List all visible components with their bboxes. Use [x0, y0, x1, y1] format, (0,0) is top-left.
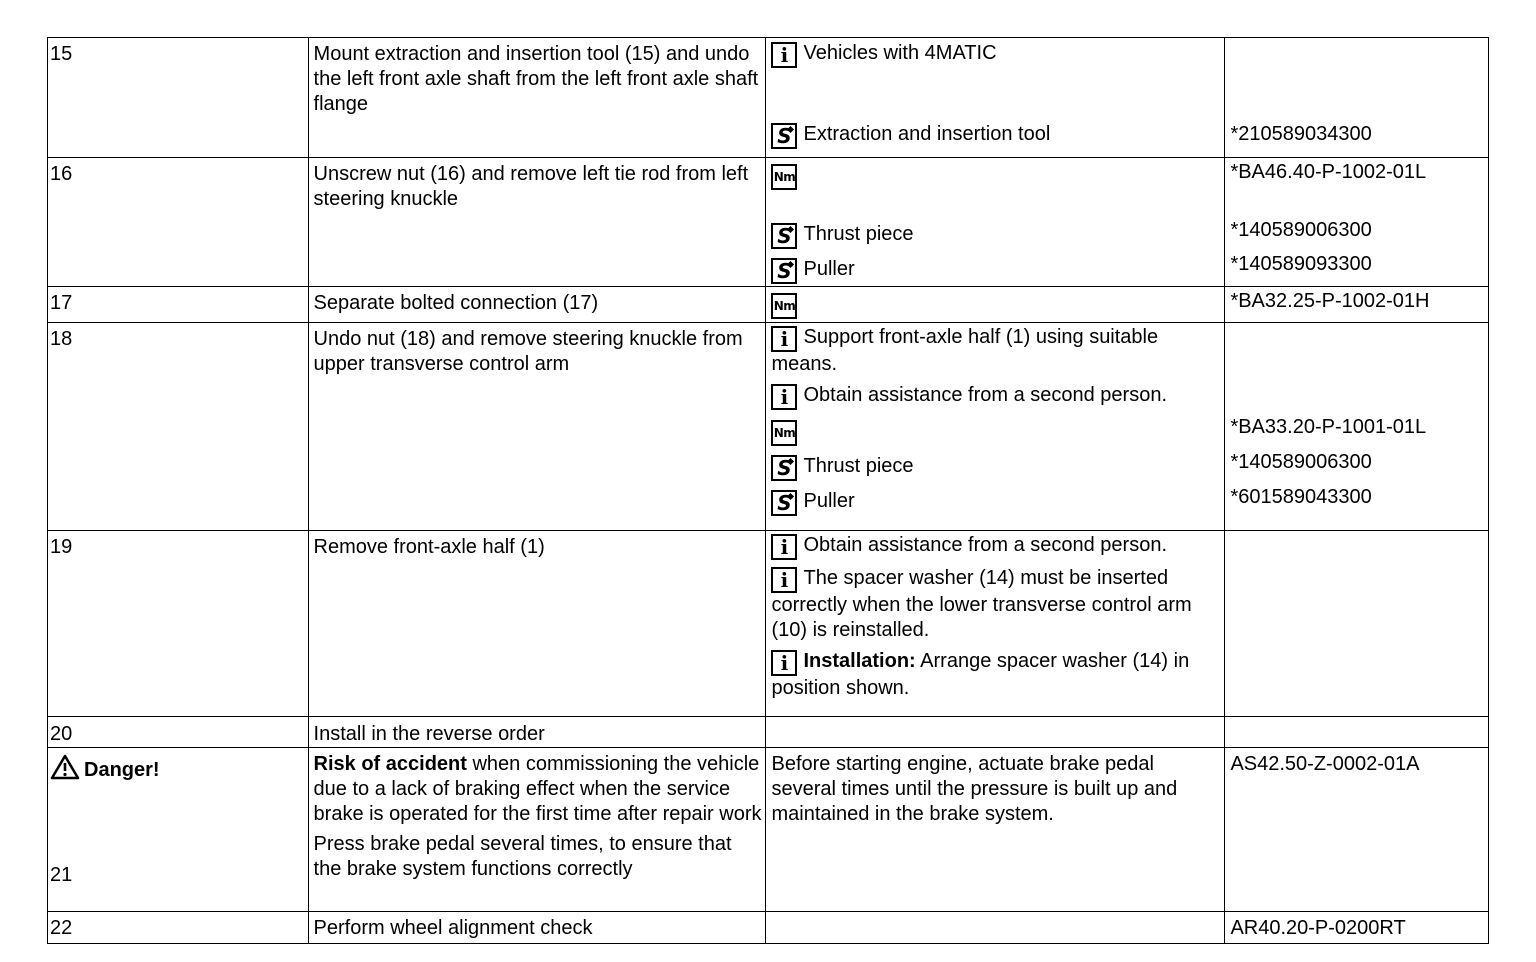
- table-row-18: [48, 323, 1489, 531]
- notes-cell: [766, 323, 1225, 531]
- reference-cell: [1225, 717, 1489, 748]
- step-cell: [48, 38, 309, 158]
- table-row-19: [48, 531, 1489, 717]
- note-text: Thrust piece: [803, 455, 914, 477]
- torque-nm-icon: Nm: [771, 293, 797, 319]
- notes-cell: [766, 912, 1225, 944]
- note-text: Support front-axle half (1) using suitable means.: [771, 326, 1159, 375]
- procedure-table: [47, 37, 1489, 944]
- info-icon: [771, 42, 797, 68]
- step-cell: [48, 531, 309, 717]
- step-cell: [48, 717, 309, 748]
- notes-cell: [766, 158, 1225, 287]
- step-cell: [48, 287, 309, 323]
- note-text: Puller: [803, 490, 855, 512]
- note-text: Obtain assistance from a second person.: [803, 534, 1168, 556]
- note-text: Vehicles with 4MATIC: [803, 42, 997, 64]
- note-line: [766, 38, 1224, 68]
- risk-description: [309, 748, 766, 827]
- note-text: Obtain assistance from a second person.: [803, 384, 1168, 406]
- special-tool-icon: [771, 490, 797, 516]
- step-number: 16: [50, 163, 73, 185]
- notes-cell: [766, 748, 1225, 912]
- installation-label: Installation:: [803, 650, 916, 672]
- note-line: [766, 381, 1224, 410]
- note-line: [766, 287, 1224, 319]
- note-line: [766, 564, 1224, 643]
- step-cell: [48, 748, 309, 912]
- reference-link[interactable]: *210589034300: [1230, 123, 1372, 145]
- step-description: Separate bolted connection (17): [313, 292, 599, 314]
- risk-text: when commissioning the vehicle due to a lack of braking effect when the service brake is operated for the first time after repair work: [313, 753, 762, 825]
- table-row-15: [48, 38, 1489, 158]
- description-cell: [308, 158, 766, 287]
- step-number: 18: [50, 328, 73, 350]
- reference-cell: [1225, 158, 1489, 287]
- note-text: Arrange spacer washer (14) in position shown.: [771, 650, 1190, 699]
- step-description: Unscrew nut (16) and remove left tie rod from left steering knuckle: [313, 163, 749, 210]
- reference-cell: [1225, 912, 1489, 944]
- note-line: [766, 414, 1224, 446]
- special-tool-icon: [771, 123, 797, 149]
- step-description: Mount extraction and insertion tool (15) and undo the left front axle shaft from the left front axle shaft flange: [313, 43, 759, 115]
- reference-link[interactable]: *BA33.20-P-1001-01L: [1230, 416, 1427, 438]
- step-description: Install in the reverse order: [313, 723, 545, 745]
- note-text: Thrust piece: [803, 223, 914, 245]
- note-text: Puller: [803, 258, 855, 280]
- warning-triangle-icon: [50, 754, 80, 780]
- info-icon: [771, 384, 797, 410]
- note-line: [766, 647, 1224, 701]
- table-row-16: [48, 158, 1489, 287]
- description-cell: [308, 748, 766, 912]
- reference-cell: [1225, 748, 1489, 912]
- step-description: Press brake pedal several times, to ensure that the brake system functions correctly: [313, 833, 732, 880]
- description-cell: [308, 717, 766, 748]
- special-tool-icon: [771, 223, 797, 249]
- reference-link[interactable]: *601589043300: [1230, 486, 1372, 508]
- note-text: The spacer washer (14) must be inserted correctly when the lower transverse control arm (10) is reinstalled.: [771, 567, 1192, 641]
- torque-nm-icon: Nm: [771, 420, 797, 446]
- notes-cell: [766, 531, 1225, 717]
- note-line: [766, 452, 1224, 481]
- reference-link[interactable]: AR40.20-P-0200RT: [1230, 917, 1406, 939]
- note-line: [766, 487, 1224, 516]
- danger-text: Danger!: [84, 759, 160, 781]
- reference-link[interactable]: AS42.50-Z-0002-01A: [1230, 753, 1420, 775]
- reference-link[interactable]: *140589006300: [1230, 451, 1372, 473]
- note-line: [766, 323, 1224, 377]
- info-icon: [771, 650, 797, 676]
- description-cell: [308, 323, 766, 531]
- step-number: 21: [50, 864, 73, 886]
- torque-nm-icon: Nm: [771, 164, 797, 190]
- step-number: 22: [50, 917, 73, 939]
- table-row-17: [48, 287, 1489, 323]
- step-description: Undo nut (18) and remove steering knuckle from upper transverse control arm: [313, 328, 743, 375]
- reference-link[interactable]: *140589006300: [1230, 219, 1372, 241]
- note-line: [766, 255, 1224, 284]
- reference-link[interactable]: *BA32.25-P-1002-01H: [1230, 290, 1430, 312]
- reference-cell: [1225, 323, 1489, 531]
- note-text: Extraction and insertion tool: [803, 123, 1051, 145]
- notes-cell: [766, 717, 1225, 748]
- step-description: Perform wheel alignment check: [313, 917, 593, 939]
- special-tool-icon: [771, 258, 797, 284]
- reference-cell: [1225, 287, 1489, 323]
- notes-cell: [766, 38, 1225, 158]
- table-row-22: [48, 912, 1489, 944]
- note-line: [766, 120, 1224, 149]
- info-icon: [771, 534, 797, 560]
- step-cell: [48, 158, 309, 287]
- reference-cell: [1225, 38, 1489, 158]
- note-text: Before starting engine, actuate brake pedal several times until the pressure is built up and maintained in the brake system.: [771, 753, 1178, 825]
- step-description: Remove front-axle half (1): [313, 536, 545, 558]
- step-number: 15: [50, 43, 73, 65]
- special-tool-icon: [771, 455, 797, 481]
- table-row-20: [48, 717, 1489, 748]
- danger-label: [48, 748, 308, 783]
- description-cell: [308, 912, 766, 944]
- reference-link[interactable]: *140589093300: [1230, 253, 1372, 275]
- step-number: 20: [50, 723, 73, 745]
- info-icon: [771, 567, 797, 593]
- step-cell: [48, 323, 309, 531]
- info-icon: [771, 326, 797, 352]
- step-number: 17: [50, 292, 73, 314]
- risk-label: Risk of accident: [313, 753, 467, 775]
- description-cell: [308, 531, 766, 717]
- description-cell: [308, 38, 766, 158]
- description-cell: [308, 287, 766, 323]
- note-line: [766, 531, 1224, 560]
- note-line: [766, 220, 1224, 249]
- note-line: [766, 158, 1224, 190]
- step-number: 19: [50, 536, 73, 558]
- notes-cell: [766, 287, 1225, 323]
- step-cell: [48, 912, 309, 944]
- table-row-21: [48, 748, 1489, 912]
- reference-cell: [1225, 531, 1489, 717]
- reference-link[interactable]: *BA46.40-P-1002-01L: [1230, 161, 1427, 183]
